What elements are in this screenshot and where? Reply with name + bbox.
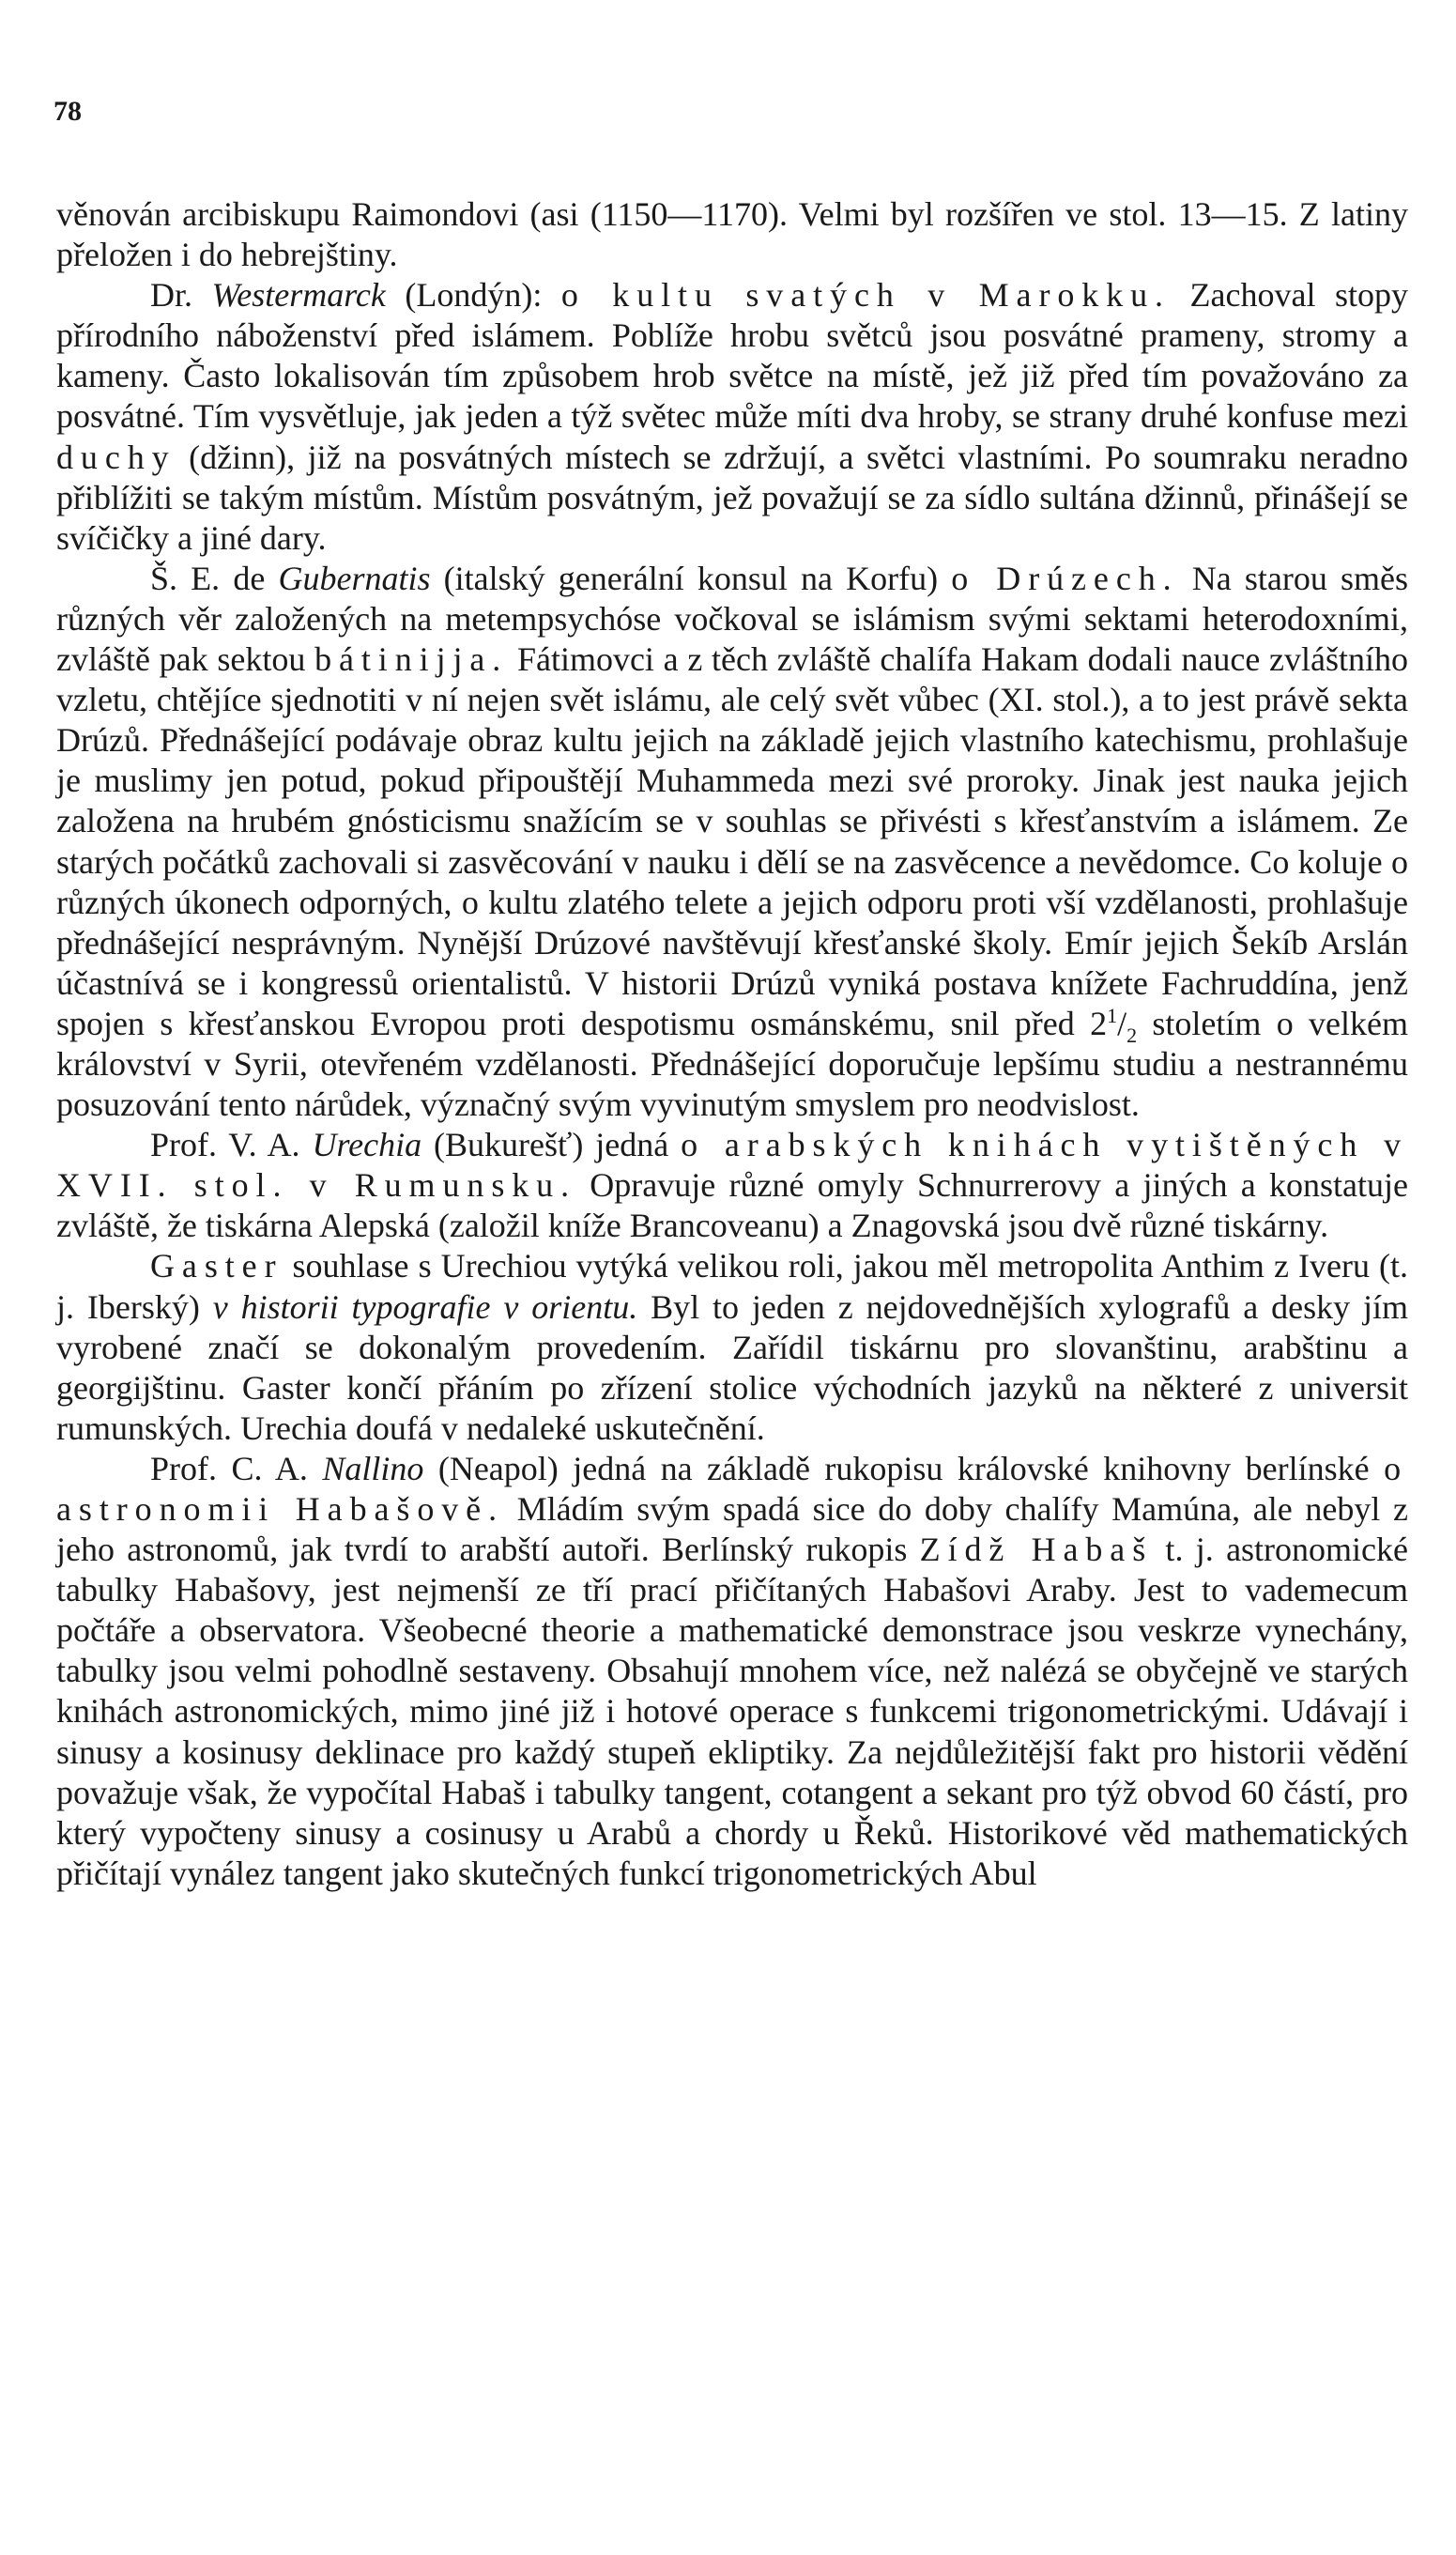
body-text (56, 194, 1408, 1894)
spaced-term: bátinijja. (314, 640, 509, 679)
text-run: (Londýn): (385, 276, 561, 315)
text-run: (džinn), již na posvátných místech se zdržují, a světci vlastními. Po soumraku neradno přiblížiti se takým místům. Místům posvátným, jež považují se za sídlo sultána džinnů, přinášejí se svíčičky a jiné dary. (56, 438, 1408, 557)
paragraph-westermarck (56, 275, 1408, 559)
spaced-title: o arabských knihách vytištěných v XVII. stol. v Rumunsku. (56, 1126, 1409, 1205)
text-run: Mládím svým spadá sice do doby chalífy Mamúna, ale nebyl z jeho astronomů, jak tvrdí to arabští autoři. Berlínský rukopis (56, 1490, 1409, 1569)
author-name: Nallino (322, 1449, 424, 1487)
author-name: Gubernatis (278, 559, 431, 597)
text-run: (italský generální konsul na Korfu) (430, 559, 952, 597)
author-name: Westermarck (211, 276, 386, 315)
text-run: souhlase s Urechiou vytýká velikou roli, jakou měl metropolita Anthim z Iveru (t. j. Iberský) (56, 1247, 1408, 1326)
text-run: Opravuje různé omyly Schnurrerovy a jiných a konstatuje zvláště, že tiskárna Alepská (založil kníže Brancoveanu) a Znagovská jsou dvě různé tiskárny. (56, 1166, 1409, 1245)
text-run: Byl to jeden z nejdovednějších xylografů a desky jím vyrobené značí se dokonalým provedením. Zařídil tiskárnu pro slovanštinu, arabštinu a georgijštinu. Gaster končí přáním po zřízení stolice východních jazyků na některé z universit rumunských. Urechia doufá v nedaleké uskutečnění. (56, 1287, 1409, 1447)
text-run: Dr. (150, 276, 212, 315)
text-run: Zachoval stopy přírodního náboženství před islámem. Poblíže hrobu světců jsou posvátné prameny, stromy a kameny. Často lokalisován tím způsobem hrob světce na místě, jež již před tím považováno za posvátné. Tím vysvětluje, jak jeden a týž světec může míti dva hroby, se strany druhé konfuse mezi (56, 276, 1408, 436)
paragraph-nallino (56, 1449, 1408, 1894)
paragraph-gaster (56, 1246, 1408, 1448)
text-run: Š. E. de (150, 559, 279, 597)
paragraph-continuation (56, 194, 1408, 275)
spaced-term: Zídž Habaš (919, 1531, 1154, 1569)
paragraph-gubernatis: Š. E. de Gubernatis (italský generální konsul na Korfu) o Drúzech. Na starou směs různých věr založených na metempsychóse vočkoval se islámism svými sektami heterodoxními, zvláště pak sektou bátinijja. Fátimovci a z těch zvláště chalífa Hakam dodali nauce zvláštního vzletu, chtějíce sjednotiti v ní nejen svět islámu, ale celý svět vůbec (XI. stol.), a to jest právě sekta Drúzů. Přednášející podávaje obraz kultu jejich na základě jejich vlastního katechismu, prohlašuje je muslimy jen potud, pokud připouštějí Muhammeda mezi své proroky. Jinak jest nauka jejich založena na hrubém gnósticismu snažícím se v souhlas se přivésti s křesťanstvím a islámem. Ze starých počátků zachovali si zasvěcování v nauku i dělí se na zasvěcence a nevědomce. Co koluje o různých úkonech odporných, o kultu zlatého telete a jejich odporu proti vší vzdělanosti, prohlašuje přednášející nesprávným. Nynější Drúzové navštěvují křesťanské školy. Emír jejich Šekíb Arslán účastnívá se i kongressů orientalistů. V historii Drúzů vyniká postava knížete Fachruddína, jenž spojen s křesťanskou Evropou proti despotismu osmánskému, snil před $2^1/_2$ stoletím o velkém království v Syrii, otevřeném vzdělanosti. Přednášející doporučuje lepšímu studiu a nestrannému posuzování tento nárůdek, význačný svým vyvinutým smyslem pro neodvislost. (56, 559, 1409, 1124)
text-run: Fátimovci a z těch zvláště chalífa Hakam dodali nauce zvláštního vzletu, chtějíce sjednotiti v ní nejen svět islámu, ale celý svět vůbec (XI. stol.), a to jest právě sekta Drúzů. Přednášející podávaje obraz kultu jejich na základě jejich vlastního katechismu, prohlašuje je muslimy jen potud, pokud připouštějí Muhammeda mezi své proroky. Jinak jest nauka jejich založena na hrubém gnósticismu snažícím se v souhlas se přivésti s křesťanstvím a islámem. Ze starých počátků zachovali si zasvěcování v nauku i dělí se na zasvěcence a nevědomce. Co koluje o různých úkonech odporných, o kultu zlatého telete a jejich odporu proti vší vzdělanosti, prohlašuje přednášející nesprávným. Nynější Drúzové navštěvují křesťanské školy. Emír jejich Šekíb Arslán účastnívá se i kongressů orientalistů. V historii Drúzů vyniká postava knížete Fachruddína, jenž spojen s křesťanskou Evropou proti despotismu osmánskému, snil před 2 (56, 640, 1408, 1042)
text-run: (Bukurešť) jedná (421, 1126, 682, 1164)
text-run: t. j. astronomické tabulky Habašovy, jest nejmenší ze tří prací přičítaných Habašovi Araby. Jest to vademecum počtáře a observatora. Všeobecné theorie a mathematické demonstrace jsou veskrze vynechány, tabulky jsou velmi pohodlně sestaveny. Obsahují mnohem více, než nalézá se obyčejně ve starých knihách astronomických, mimo jiné již i hotové operace s funkcemi trigonometrickými. Udávají i sinusy a kosinusy deklinace pro každý stupeň ekliptiky. Za nejdůležitější fakt pro historii vědění považuje však, že vypočítal Habaš i tabulky tangent, cotangent a sekant pro týž obvod 60 částí, pro který vypočteny sinusy a cosinusy u Arabů a chordy u Řeků. Historikové věd mathematických přičítají vynález tangent jako skutečných funkcí trigonometrických Abul (56, 1531, 1409, 1892)
text-run: Prof. C. A. (150, 1449, 323, 1487)
fraction-numerator: 1 (1107, 1003, 1118, 1027)
text-run: stoletím o velkém království v Syrii, otevřeném vzdělanosti. Přednášející doporučuje lepšímu studiu a nestrannému posuzování tento nárůdek, význačný svým vyvinutým smyslem pro neodvislost. (56, 1004, 1409, 1124)
text-run: (Neapol) jedná na základě rukopisu královské knihovny berlínské (423, 1449, 1385, 1487)
spaced-title: o kultu svatých v Marokku. (560, 276, 1171, 315)
text-run: věnován arcibiskupu Raimondovi (asi (1150—1170). Velmi byl rozšířen ve stol. 13—15. Z latiny přeložen i do hebrejštiny. (56, 195, 1408, 274)
spaced-term: duchy (56, 438, 176, 476)
author-name: Urechia (312, 1126, 422, 1164)
italic-title: v historii typografie v orientu. (212, 1287, 638, 1326)
spaced-title: o astronomii Habašově. (56, 1449, 1408, 1528)
paragraph-urechia (56, 1125, 1408, 1246)
text-run: Prof. V. A. (150, 1126, 313, 1164)
fraction-denominator: 2 (1126, 1024, 1138, 1048)
page-number: 78 (54, 96, 82, 127)
spaced-title: o Drúzech. (951, 559, 1179, 597)
spaced-name: Gaster (150, 1247, 284, 1285)
text-run: Na starou směs různých věr založených na metempsychóse vočkoval se islámism svými sektami heterodoxními, zvláště pak sektou (56, 559, 1408, 679)
